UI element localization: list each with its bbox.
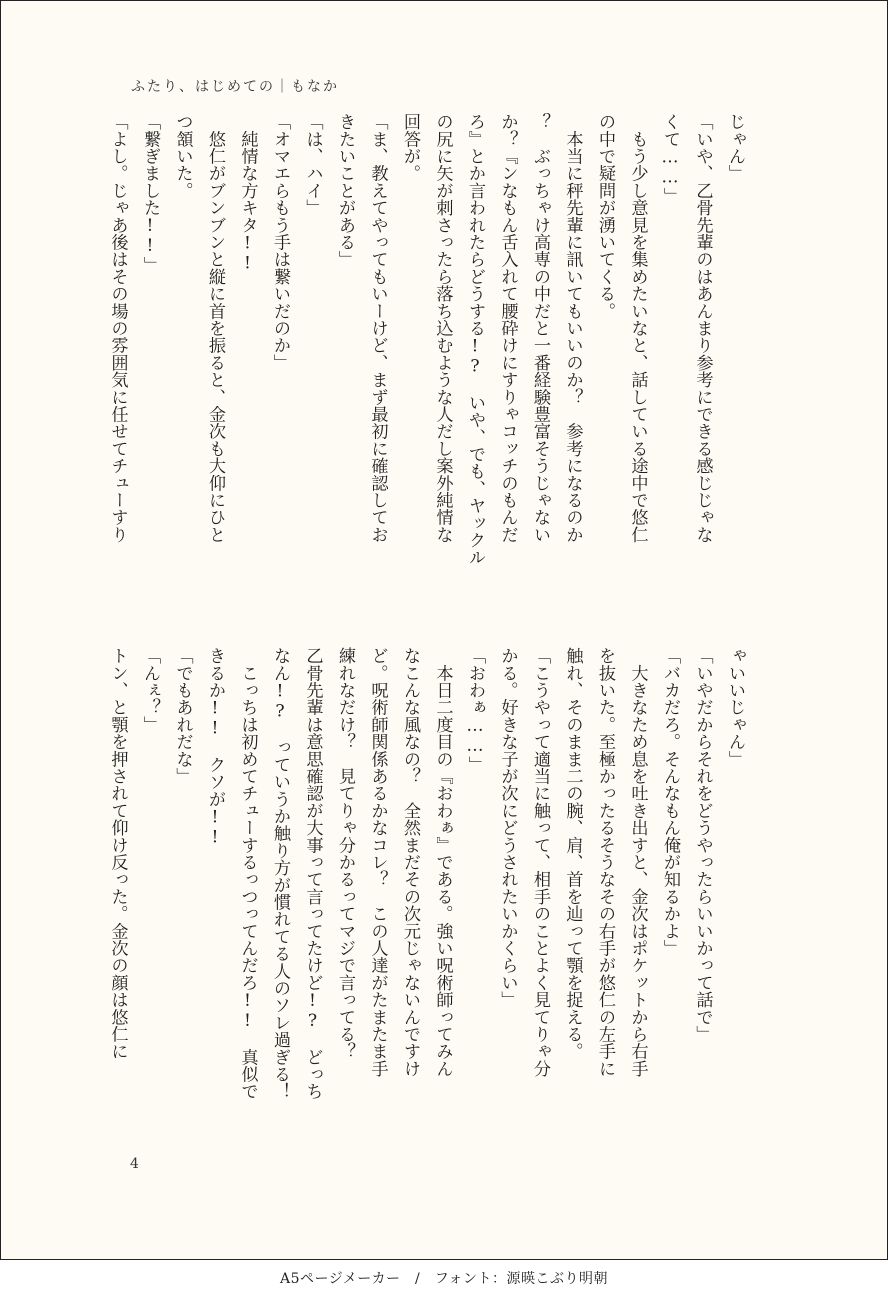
text-line: 「ま、教えてやってもいーけど、まず最初に確認してお <box>367 113 388 543</box>
text-line: の中で疑問が湧いてくる。 <box>595 113 615 320</box>
text-line: こっちは初めてチューするっつってんだろ!! 真似で <box>237 647 258 1100</box>
text-line: 「こうやって適当に触って、相手のことよく見てりゃ分 <box>530 647 550 1077</box>
text-line: なこんな風なの？ 全然まだその次元じゃないんですけ <box>400 647 420 1077</box>
text-line: 「おわぁ……」 <box>465 647 485 773</box>
text-line: 「でもあれだな」 <box>172 647 193 785</box>
text-line: なん!? っていうか触り方が慣れてる人のソレ過ぎる！ <box>270 647 290 1100</box>
text-line: 「んぇ？」 <box>140 647 160 733</box>
text-line: ゃいいじゃん」 <box>725 647 745 768</box>
text-line: 大きなため息を吐き出すと、金次はポケットから右手 <box>627 647 648 1077</box>
text-line: ？ ぶっちゃけ高専の中だと一番経験豊富そうじゃない <box>530 113 550 543</box>
text-line: つ頷いた。 <box>172 113 193 199</box>
text-line: ど。呪術師関係あるかなコレ？ この人達がたまたま手 <box>367 647 388 1077</box>
text-line: ろ』とか言われたらどうする!? いや、でも、ヤックル <box>465 113 485 566</box>
text-line: 悠仁がブンブンと縦に首を振ると、金次も大仰にひと <box>205 113 225 543</box>
text-line: じゃん」 <box>725 113 745 182</box>
text-line: 「バカだろ。そんなもん俺が知るかよ」 <box>660 647 680 957</box>
text-line: 「いや、乙骨先輩のはあんまり参考にできる感じじゃな <box>692 113 713 543</box>
text-line: 「いやだからそれをどうやったらいいかって話で」 <box>692 647 713 1043</box>
text-line: か？『ンなもん舌入れて腰砕けにすりゃコッチのもんだ <box>497 113 518 543</box>
text-line: かる。好きな子が次にどうされたいかくらい」 <box>497 647 518 1009</box>
text-line: きるか!! クソが!! <box>205 647 225 848</box>
text-line: 本当に秤先輩に訊いてもいいのか？ 参考になるのか <box>562 113 583 543</box>
text-line: の尻に矢が刺さったら落ち込むような人だし案外純情な <box>432 113 453 543</box>
text-line: 「繋ぎました!!」 <box>140 113 160 274</box>
page-number: 4 <box>130 1156 139 1172</box>
text-line: きたいことがある」 <box>335 113 355 268</box>
text-line: 触れ、そのまま二の腕、肩、首を辿って顎を捉える。 <box>562 647 583 1060</box>
text-line: もう少し意見を集めたいなと、話している途中で悠仁 <box>627 113 648 543</box>
text-line: 練れなだけ？ 見てりゃ分かるってマジで言ってる？ <box>335 647 355 1060</box>
text-line: 「は、ハイ」 <box>302 113 323 217</box>
text-line: 「オマエらもう手は繋いだのか」 <box>270 113 290 371</box>
upper-text-block <box>106 113 748 593</box>
text-line: 乙骨先輩は意思確認が大事って言ってたけど!? どっち <box>302 647 323 1100</box>
running-title: ふたり、はじめての｜もなか <box>131 79 339 95</box>
text-line: 回答が。 <box>400 113 420 182</box>
footer-credit: A5ページメーカー / フォント：源暎こぶり明朝 <box>279 1271 609 1287</box>
text-line: くて……」 <box>660 113 680 205</box>
lower-text-block <box>106 647 748 1127</box>
text-line: トン、と顎を押されて仰け反った。金次の顔は悠仁に <box>107 647 128 1060</box>
text-line: 純情な方キタ!! <box>237 113 258 274</box>
text-line: 「よし。じゃあ後はその場の雰囲気に任せてチューすり <box>107 113 128 543</box>
text-line: 本日二度目の『おわぁ』である。強い呪術師ってみん <box>432 647 453 1077</box>
text-line: を抜いた。至極かったるそうなその右手が悠仁の左手に <box>595 647 615 1077</box>
